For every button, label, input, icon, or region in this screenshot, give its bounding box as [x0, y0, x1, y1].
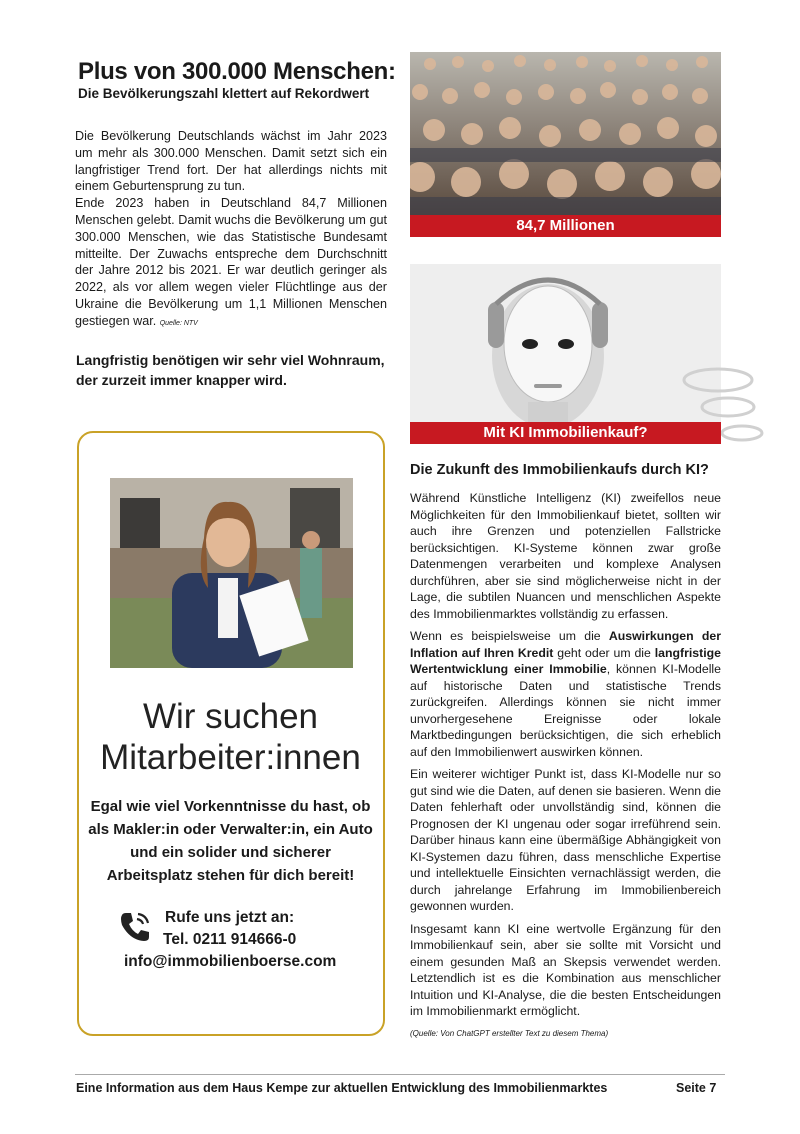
- article-subheadline: Die Bevölkerungszahl klettert auf Rekordwert: [78, 86, 370, 101]
- ki-bold-phrase: Auswirkungen der Inflation auf Ihren Kredit: [410, 629, 721, 660]
- job-ad-title-line: Mitarbeiter:innen: [100, 738, 361, 777]
- ki-paragraph: Insgesamt kann KI eine wertvolle Ergänzung für den Immobilienkauf sein, aber sie sollte mit Vorsicht und einem gesunden Maß an Skepsis verwendet werden. Letztendlich ist es die Kombination aus menschlicher Intuition und KI-Analyse, die die besten Entscheidungen im Immobilienmarkt ermöglicht.: [410, 921, 721, 1018]
- ki-paragraph: Während Künstliche Intelligenz (KI) zweifellos neue Möglichkeiten für den Immobilienkauf bietet, sollten wir auch ihre Grenzen und potenziellen Fallstricke berücksichtigen. KI-Systeme können zwar große Datenmengen verarbeiten und komplexe Analysen durchführen, aber sie sind möglicherweise nicht in der Lage, die subtilen Nuancen und menschlichen Aspekte des Immobilienmarktes vollständig zu erfassen.: [410, 491, 721, 621]
- population-banner: 84,7 Millionen: [410, 215, 721, 237]
- crowd-photo: [410, 52, 721, 215]
- ki-banner: Mit KI Immobilienkauf?: [410, 422, 721, 444]
- ki-paragraph: Ein weiterer wichtiger Punkt ist, dass KI-Modelle nur so gut sind wie die Daten, auf denen sie basieren. Wenn die Daten fehlerhaft oder unvollständig sind, können die Prognosen der KI ungenau oder sogar irreführend sein. Darüber hinaus kann eine übermäßige Abhängigkeit von KI-Systemen dazu führen, dass menschliche Expertise und intellektuelle Einsichten vernachlässigt werden, die durch jahrelange Erfahrung im Immobilienbereich gewonnen wurden.: [410, 767, 721, 913]
- phone-number[interactable]: Tel. 0211 914666-0: [163, 931, 297, 948]
- article-headline: Plus von 300.000 Menschen:: [78, 58, 396, 85]
- ki-paragraph-text: Wenn es beispielsweise um die: [410, 629, 609, 643]
- ki-source: (Quelle: Von ChatGPT erstellter Text zu diesem Thema): [410, 1028, 609, 1038]
- article-paragraph: [75, 195, 387, 332]
- article-paragraph-text: Ende 2023 haben in Deutschland 84,7 Millionen Menschen gelebt. Damit wuchs die Bevölkerung um gut 300.000 Menschen, wie das Statistische Bundesamt mitteilte. Der Zuwachs entspreche dem Durchschnitt der Jahre 2012 bis 2021. Er war deutlich geringer als 2022, als vor allem wegen vieler Flüchtlinge aus der Ukraine die Bevölkerung um 1,1 Millionen Menschen gestiegen war.: [75, 196, 387, 328]
- footer-divider: [75, 1074, 725, 1075]
- job-ad-title-line: Wir suchen: [142, 697, 319, 736]
- ki-article-title: Die Zukunft des Immobilienkaufs durch KI?: [410, 462, 709, 478]
- ki-bold-phrase: langfristige Wertentwicklung einer Immobilie: [410, 645, 721, 676]
- article-emphasis: Langfristig benötigen wir sehr viel Wohnraum, der zurzeit immer knapper wird.: [76, 352, 385, 388]
- job-ad-title: [78, 696, 383, 778]
- job-ad-text: Egal wie viel Vorkenntnisse du hast, ob als Makler:in oder Verwalter:in, ein Auto und ein solider und sicherer Arbeitsplatz stehen für dich bereit!: [88, 798, 373, 884]
- footer-text: Eine Information aus dem Haus Kempe zur aktuellen Entwicklung des Immobilienmarktes: [76, 1081, 608, 1095]
- ki-paragraph-text: geht oder um die: [553, 645, 655, 660]
- page-number: Seite 7: [676, 1081, 717, 1095]
- email-link[interactable]: info@immobilienboerse.com: [124, 953, 337, 970]
- robot-photo: [410, 264, 721, 422]
- ki-paragraph: [410, 628, 721, 760]
- job-ad-photo: [110, 478, 353, 668]
- article-paragraph: Die Bevölkerung Deutschlands wächst im Jahr 2023 um mehr als 300.000 Menschen. Damit setzt sich ein langfristiger Trend fort. Der hat allerdings nichts mit einem Geburtensprung zu tun.: [75, 129, 387, 194]
- ki-article-body: [410, 490, 721, 1042]
- phone-icon: [118, 910, 152, 944]
- article-body: [75, 128, 387, 333]
- article-source: Quelle: NTV: [159, 319, 198, 327]
- decorative-rings: [680, 355, 780, 475]
- call-label: Rufe uns jetzt an:: [165, 909, 295, 926]
- ki-paragraph-text: , können KI-Modelle auf historische Daten und statistische Trends zurückgreifen. Allerdings können sie nicht immer unvorhergesehene Ereignisse oder lokale Marktbedingungen berücksichtigen, die sich erheblich auf den Immobilienwert auswirken können.: [410, 662, 721, 759]
